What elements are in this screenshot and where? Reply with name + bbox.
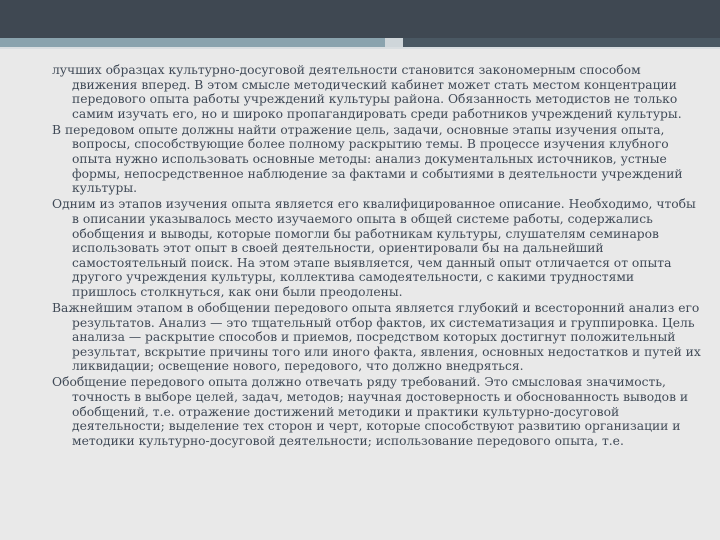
paragraph: Важнейшим этапом в обобщении передового опыта является глубокий и всесторонний анализ его результатов. Анализ — это тщательный отбор фактов, их систематизация и группировка. Цель анализа — раскрытие способов и приемов, посредством которых достигнут положительный результат, вскрытие причины того или иного факта, явления, основных недостатков и путей их ликвидации; освещение нового, передового, что должно внедряться. xyxy=(52,301,701,374)
paragraph: лучших образцах культурно-досуговой деятельности становится закономерным способом движения вперед. В этом смысле методический кабинет может стать местом концентрации передового опыта работы учреждений культуры района. Обязанность методистов не только самим изучать его, но и широко пропагандировать среди работников учреждений культуры. xyxy=(52,63,682,121)
slide-body-text xyxy=(52,63,702,450)
paragraph: Одним из этапов изучения опыта является его квалифицированное описание. Необходимо, чтобы в описании указывалось место изучаемого опыта в общей системе работы, содержались обобщения и выводы, которые помогли бы работникам культуры, слушателям семинаров использовать этот опыт в своей деятельности, ориентировали бы на дальнейший самостоятельный поиск. На этом этапе выявляется, чем данный опыт отличается от опыта другого учреждения культуры, коллектива самодеятельности, с какими трудностями пришлось столкнуться, как они были преодолены. xyxy=(52,197,696,299)
accent-divider-line xyxy=(0,47,720,49)
slide-header-bar xyxy=(0,0,720,38)
paragraph: Обобщение передового опыта должно отвечать ряду требований. Это смысловая значимость, точность в выборе целей, задач, методов; научная достоверность и обоснованность выводов и обобщений, т.е. отражение достижений методики и практики культурно-досуговой деятельности; выделение тех сторон и черт, которые способствуют развитию организации и методики культурно-досуговой деятельности; использование передового опыта, т.е. xyxy=(52,375,689,448)
paragraph: В передовом опыте должны найти отражение цель, задачи, основные этапы изучения опыта, вопросы, способствующие более полному раскрытию темы. В процессе изучения клубного опыта нужно использовать основные методы: анализ документальных источников, устные формы, непосредственное наблюдение за фактами и событиями в деятельности учреждений культуры. xyxy=(52,122,683,196)
